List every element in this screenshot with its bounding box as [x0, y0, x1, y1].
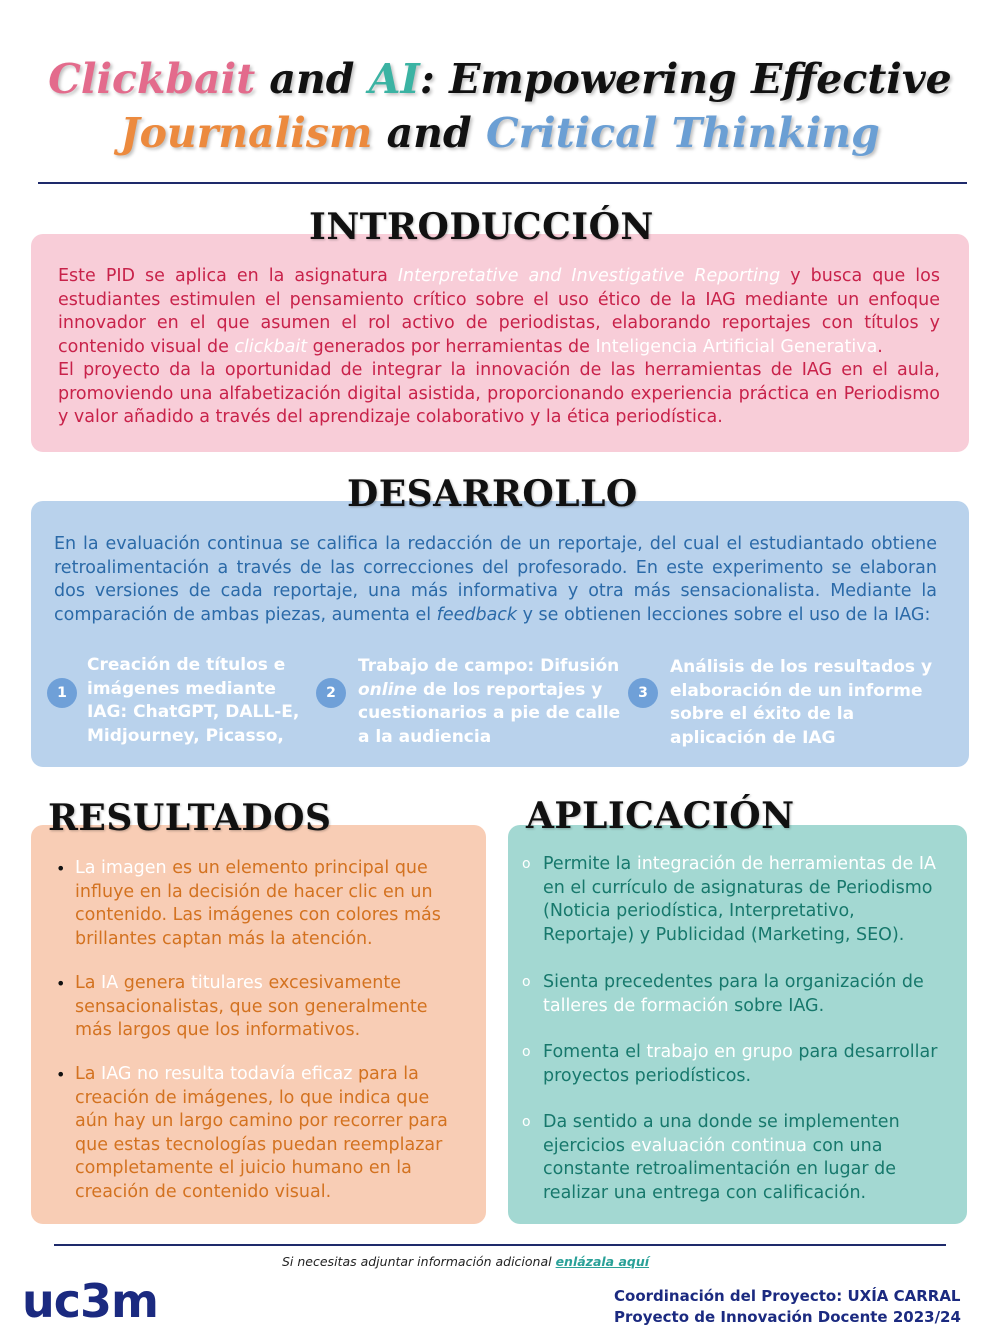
- circle-bullet-icon: o: [522, 1114, 531, 1130]
- bullet-icon: •: [56, 974, 66, 993]
- aplicacion-item: o Fomenta el trabajo en grupo para desarrollar proyectos periodísticos.: [522, 1042, 938, 1086]
- resultados-item: • La IAG no resulta todavía eficaz para la creación de imágenes, lo que indica que aún hay un largo camino por recorrer para que estas tecnologías puedan reemplazar completamente el juicio humano en la creación de contenido visual.: [56, 1064, 448, 1202]
- step-1-text: Creación de títulos e imágenes mediante IAG: ChatGPT, DALL-E, Midjourney, Picasso,: [87, 655, 300, 746]
- intro-paragraph-2: El proyecto da la oportunidad de integrar la innovación de las herramientas de IAG en el aula, promoviendo una alfabetización digital asistida, proporcionando experiencia práctica en Periodismo y valor añadido a través del aprendizaje colaborativo y la ética periodística.: [58, 360, 940, 427]
- footer-note: Si necesitas adjuntar información adicional enlázala aquí: [282, 1254, 650, 1269]
- project-credits: [614, 1286, 961, 1328]
- title-line-2: Journalism and Critical Thinking: [120, 109, 880, 157]
- title-divider: [38, 182, 967, 184]
- circle-bullet-icon: o: [522, 974, 531, 990]
- resultados-item: • La IA genera titulares excesivamente sensacionalistas, que son generalmente más largos que los informativos.: [56, 973, 428, 1040]
- bullet-icon: •: [56, 859, 66, 878]
- uc3m-logo: uc3m: [22, 1274, 158, 1328]
- step-2-text: Trabajo de campo: Difusión online de los reportajes y cuestionarios a pie de calle a la audiencia: [358, 656, 621, 747]
- aplicacion-item: o Da sentido a una donde se implementen ejercicios evaluación continua con una constante retroalimentación en lugar de realizar una entrega con calificación.: [522, 1112, 900, 1203]
- step-2-number: 2: [316, 678, 346, 708]
- intro-text: Este PID se aplica en la asignatura Interpretative and Investigative Reporting y busca que los estudiantes estimulen el pensamiento crítico sobre el uso ético de la IAG mediante un enfoque innovador en el que asumen el rol activo de periodistas, elaborando reportajes con títulos y contenido visual de clickbait generados por herramientas de Inteligencia Artificial Generativa. El proyecto da la oportunidad de integrar la innovación de las herramientas de IAG en el aula, promoviendo una alfabetización digital asistida, proporcionando experiencia práctica en Periodismo y valor añadido a través del aprendizaje colaborativo y la ética periodística.: [58, 266, 940, 427]
- intro-heading: INTRODUCCIÓN: [309, 206, 654, 248]
- aplicacion-item: o Sienta precedentes para la organización de talleres de formación sobre IAG.: [522, 972, 924, 1016]
- desarrollo-text: En la evaluación continua se califica la redacción de un reportaje, del cual el estudiantado obtiene retroalimentación a través de las correcciones del profesorado. En este experimento se elaboran dos versiones de cada reportaje, una más informativa y otra más sensacionalista. Mediante la comparación de ambas piezas, aumenta el feedback y se obtienen lecciones sobre el uso de la IAG:: [54, 534, 937, 625]
- poster-title: [0, 52, 1000, 160]
- resultados-heading: RESULTADOS: [48, 797, 332, 839]
- desarrollo-heading: DESARROLLO: [347, 473, 638, 515]
- circle-bullet-icon: o: [522, 856, 531, 872]
- bullet-icon: •: [56, 1065, 66, 1084]
- circle-bullet-icon: o: [522, 1044, 531, 1060]
- footer-divider: [54, 1244, 946, 1246]
- step-1-number: 1: [47, 678, 77, 708]
- project-line: Proyecto de Innovación Docente 2023/24: [614, 1308, 961, 1326]
- step-3-number: 3: [628, 678, 658, 708]
- coordination-line: Coordinación del Proyecto: UXÍA CARRAL: [614, 1287, 961, 1305]
- resultados-item: • La imagen es un elemento principal que influye en la decisión de hacer clic en un contenido. Las imágenes con colores más brillantes captan más la atención.: [56, 858, 441, 949]
- title-line-1: Clickbait and AI: Empowering Effective: [48, 55, 952, 103]
- aplicacion-item: o Permite la integración de herramientas de IA en el currículo de asignaturas de Periodismo (Noticia periodística, Interpretativo, Reportaje) y Publicidad (Marketing, SEO).: [522, 854, 937, 945]
- step-3-text: Análisis de los resultados y elaboración de un informe sobre el éxito de la aplicación de IAG: [670, 657, 933, 748]
- aplicacion-heading: APLICACIÓN: [526, 795, 795, 837]
- attachment-link[interactable]: enlázala aquí: [555, 1254, 650, 1269]
